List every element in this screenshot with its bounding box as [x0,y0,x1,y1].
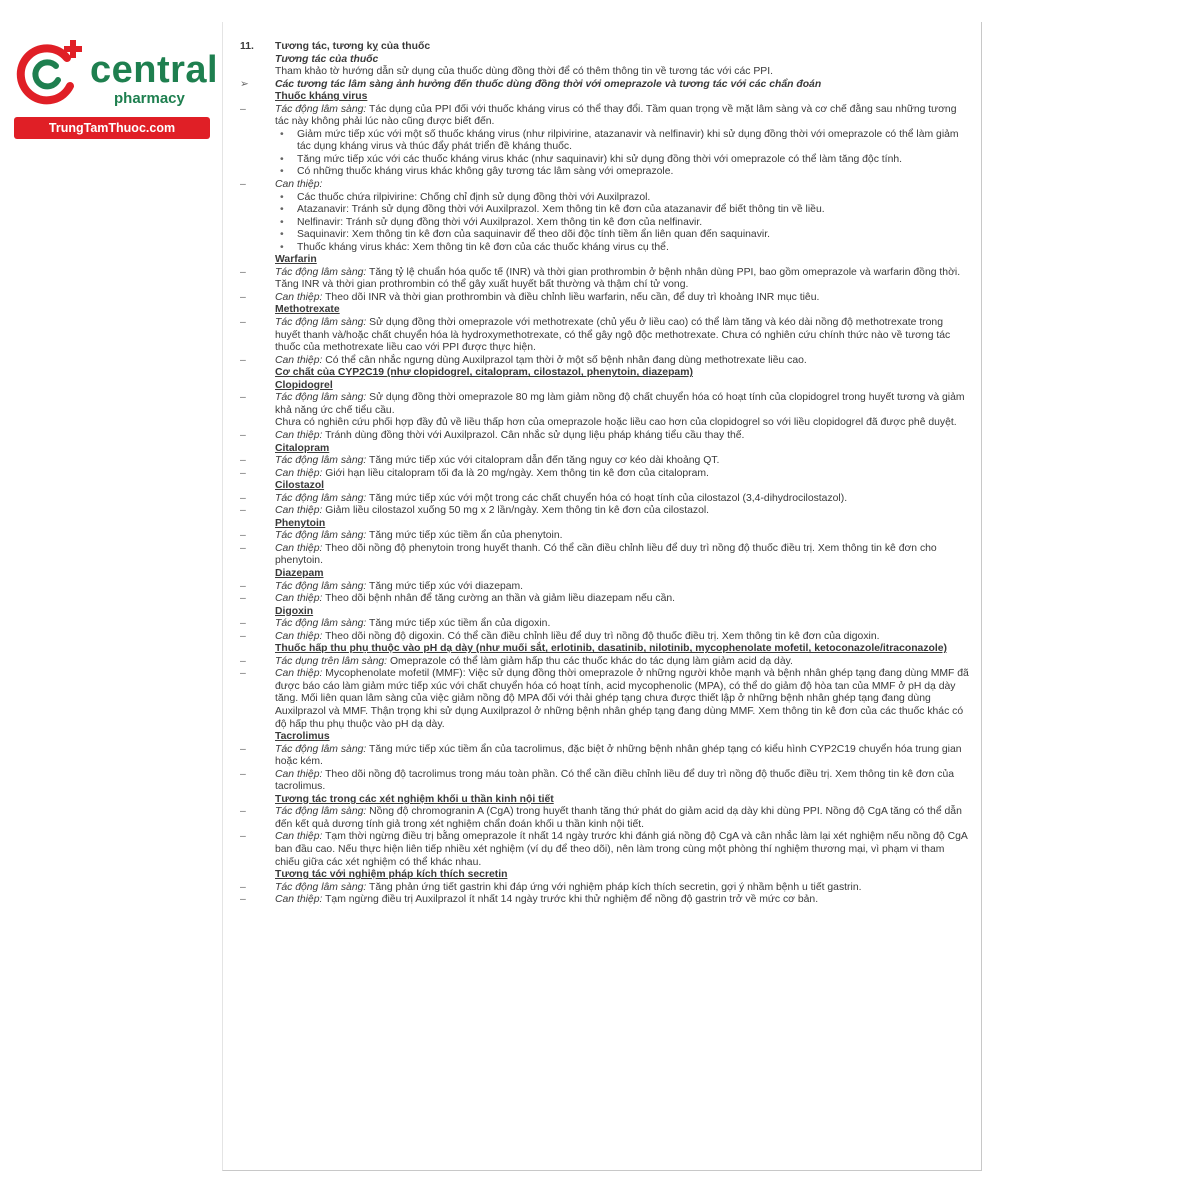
list-item: – Tác động lâm sàng: Tăng mức tiếp xúc với diazepam. [240,580,524,592]
brand-url[interactable]: TrungTamThuoc.com [14,117,210,139]
heading-neuroendocrine: Tương tác trong các xét nghiệm khối u thần kinh nội tiết [275,793,554,805]
heading-warfarin: Warfarin [275,254,317,266]
heading-antiviral: Thuốc kháng virus [275,91,368,103]
list-item: – Tác động lâm sàng: Tăng phản ứng tiết gastrin khi đáp ứng với nghiệm pháp kích thích secretin, gợi ý nhầm bệnh u tiết gastrin. [240,881,862,893]
brand-name: central [90,49,219,91]
list-item: – Can thiệp: Tạm thời ngừng điều trị bằng omeprazole ít nhất 14 ngày trước khi đánh giá nồng độ CgA và cân nhắc làm lại xét nghiệm nếu nồng độ CgA ban đầu cao. Nếu thực hiện liên tiếp nhiều xét nghiệm (ví dụ để theo dõi), nên làm trong cùng một phòng thí nghiệm thương mại, vì phạm vi tham chiếu giữa các xét nghiệm có thể khác nhau. [240,831,968,868]
paragraph: Chưa có nghiên cứu phối hợp đầy đủ về liều thấp hơn của omeprazole hoặc liều cao hơn của clopidogrel so với liều clopidogrel đã được phê duyệt. [275,417,957,429]
heading-digoxin: Digoxin [275,605,314,617]
heading-methotrexate: Methotrexate [275,304,340,316]
list-item: – Can thiệp: Có thể cân nhắc ngưng dùng Auxilprazol tạm thời ở một số bệnh nhân đang dùng methotrexate liều cao. [240,354,807,366]
heading-ph-dependent: Thuốc hấp thu phụ thuộc vào pH dạ dày (như muối sắt, erlotinib, dasatinib, nilotinib, mycophenolate mofetil, ketoconazole/itraconazole) [275,643,947,655]
list-item: • Atazanavir: Tránh sử dụng đồng thời với Auxilprazol. Xem thông tin kê đơn của atazanavir để biết thông tin về liều. [280,204,825,216]
list-item: – Can thiệp: [240,179,323,191]
list-item: – Can thiệp: Theo dõi nồng độ phenytoin trong huyết thanh. Có thể cần điều chỉnh liều để duy trì nồng độ thuốc điều trị. Xem thông tin kê đơn cho phenytoin. [240,542,937,567]
list-item: – Can thiệp: Tạm ngừng điều trị Auxilprazol ít nhất 14 ngày trước khi thử nghiệm để nồng độ gastrin trở về mức cơ bản. [240,894,819,906]
list-item: • Tăng mức tiếp xúc với các thuốc kháng virus khác (như saquinavir) khi sử dụng đồng thời với omeprazole có thể làm tăng độc tính. [280,153,903,165]
central-pharmacy-logo [12,38,217,138]
heading-secretin: Tương tác với nghiệm pháp kích thích secretin [275,869,508,881]
heading-phenytoin: Phenytoin [275,517,326,529]
list-item: – Tác dụng trên lâm sàng: Omeprazole có thể làm giảm hấp thu các thuốc khác do tác dụng làm giảm acid dạ dày. [240,655,793,667]
list-item: – Tác động lâm sàng: Tăng mức tiếp xúc với một trong các chất chuyển hóa có hoạt tính của cilostazol (3,4-dihydrocilostazol). [240,492,848,504]
heading-citalopram: Citalopram [275,442,330,454]
heading-cyp2c19: Cơ chất của CYP2C19 (như clopidogrel, citalopram, cilostazol, phenytoin, diazepam) [275,367,693,379]
list-item: – Tác động lâm sàng: Nồng độ chromogranin A (CgA) trong huyết thanh tăng thứ phát do giảm acid dạ dày khi dùng PPI. Nồng độ CgA tăng có thể dẫn đến kết quả dương tính giả trong xét nghiệm chẩn đoán khối u thần kinh nội tiết. [240,806,962,830]
list-item: • Saquinavir: Xem thông tin kê đơn của saquinavir để theo dõi độc tính tiềm ẩn liên quan đến saquinavir. [280,229,770,241]
list-item: – Tác động lâm sàng: Tăng tỷ lệ chuẩn hóa quốc tế (INR) và thời gian prothrombin ở bệnh nhân dùng PPI, bao gồm omeprazole và warfarin đồng thời. Tăng INR và thời gian prothrombin có thể gây xuất huyết bất thường và thậm chí tử vong. [240,266,961,291]
heading-tacrolimus: Tacrolimus [275,731,330,743]
list-item: – Tác động lâm sàng: Tăng mức tiếp xúc tiềm ẩn của tacrolimus, đặc biệt ở những bệnh nhân ghép tạng có kiểu hình CYP2C19 chuyển hóa trung gian hoặc kém. [240,743,962,768]
list-item: – Tác động lâm sàng: Tăng mức tiếp xúc tiềm ẩn của phenytoin. [240,530,563,542]
list-item: • Các thuốc chứa rilpivirine: Chống chỉ định sử dụng đồng thời với Auxilprazol. [280,191,651,203]
section-subtitle: Tương tác của thuốc [275,53,379,65]
list-item: – Can thiệp: Theo dõi INR và thời gian prothrombin và điều chỉnh liều warfarin, nếu cần, để duy trì khoảng INR mục tiêu. [240,291,820,303]
list-item: – Can thiệp: Mycophenolate mofetil (MMF): Việc sử dụng đồng thời omeprazole ở những người khỏe mạnh và bệnh nhân ghép tạng đang dùng MMF đã được báo cáo làm giảm mức tiếp xúc với chất chuyển hóa có hoạt tính, acid mycophenolic (MPA), có thể do giảm độ hòa tan của MMF ở pH dạ dày tăng. Mối liên quan lâm sàng của việc giảm nồng độ MPA đối với thải ghép tạng chưa được thiết lập ở những bệnh nhân ghép tạng đang dùng Auxilprazol và MMF. Thận trọng khi sử dụng Auxilprazol ở những bệnh nhân ghép tạng đang dùng MMF. Xem thông tin kê đơn của các thuốc khác có độ hấp thu phụ thuộc vào pH dạ dày. [240,668,969,730]
section-title: 11. Tương tác, tương kỵ của thuốc [240,41,431,52]
list-item: • Nelfinavir: Tránh sử dụng đồng thời với Auxilprazol. Xem thông tin kê đơn của nelfinavir. [280,216,703,228]
list-item: • Thuốc kháng virus khác: Xem thông tin kê đơn của các thuốc kháng virus cụ thể. [280,241,669,253]
list-item: – Can thiệp: Giảm liều cilostazol xuống 50 mg x 2 lần/ngày. Xem thông tin kê đơn của cilostazol. [240,505,710,517]
list-item: – Can thiệp: Tránh dùng đồng thời với Auxilprazol. Cân nhắc sử dụng liệu pháp kháng tiểu cầu thay thế. [240,429,745,441]
list-item: – Can thiệp: Theo dõi bệnh nhân để tăng cường an thần và giảm liều diazepam nếu cần. [240,593,676,605]
heading-diazepam: Diazepam [275,567,324,579]
list-item: • Có những thuốc kháng virus khác không gây tương tác lâm sàng với omeprazole. [280,166,674,178]
list-item: • Giảm mức tiếp xúc với một số thuốc kháng virus (như rilpivirine, atazanavir và nelfinavir) khi sử dụng đồng thời với omeprazole có thể làm giảm tác dụng kháng virus và thúc đẩy phát triển đề kháng thuốc. [280,128,959,153]
list-item: – Can thiệp: Giới hạn liều citalopram tối đa là 20 mg/ngày. Xem thông tin kê đơn của citalopram. [240,467,709,479]
list-item: – Tác động lâm sàng: Tăng mức tiếp xúc tiềm ẩn của digoxin. [240,618,551,630]
list-item: – Can thiệp: Theo dõi nồng độ digoxin. Có thể cần điều chỉnh liều để duy trì nồng độ thuốc điều trị. Xem thông tin kê đơn của digoxin. [240,630,880,642]
list-item: – Tác động lâm sàng: Tác dụng của PPI đối với thuốc kháng virus có thể thay đổi. Tầm quan trọng về mặt lâm sàng và cơ chế đằng sau những tương tác này không phải lúc nào cũng được biết đến. [240,103,957,128]
list-item: – Tác động lâm sàng: Sử dụng đồng thời omeprazole 80 mg làm giảm nồng độ chất chuyển hóa có hoạt tính của clopidogrel trong huyết tương và giảm khả năng ức chế tiểu cầu. [240,392,965,416]
document-body [240,41,970,907]
brand-sub: pharmacy [114,90,185,107]
heading-cilostazol: Cilostazol [275,480,325,492]
list-item: – Can thiệp: Theo dõi nồng độ tacrolimus trong máu toàn phần. Có thể cần điều chỉnh liều để duy trì nồng độ thuốc điều trị. Xem thông tin kê đơn của tacrolimus. [240,768,955,793]
arrow-heading: ➢ Các tương tác lâm sàng ảnh hưởng đến thuốc dùng đồng thời với omeprazole và tương tác với các chẩn đoán [240,78,822,90]
intro-text: Tham khảo tờ hướng dẫn sử dụng của thuốc dùng đồng thời để có thêm thông tin về tương tác với các PPI. [275,66,773,78]
pharmacy-cross-icon [12,38,90,108]
heading-clopidogrel: Clopidogrel [275,379,333,391]
list-item: – Tác động lâm sàng: Sử dụng đồng thời omeprazole với methotrexate (chủ yếu ở liều cao) có thể làm tăng và kéo dài nồng độ methotrexate trong huyết thanh và/hoặc chất chuyển hóa là hydroxymethotrexate, có thể gây ngộ độc methotrexate. Chưa có nghiên cứu chính thức nào về tương tác thuốc của methotrexate liều cao với PPI được thực hiện. [240,317,951,354]
list-item: – Tác động lâm sàng: Tăng mức tiếp xúc với citalopram dẫn đến tăng nguy cơ kéo dài khoảng QT. [240,455,720,467]
